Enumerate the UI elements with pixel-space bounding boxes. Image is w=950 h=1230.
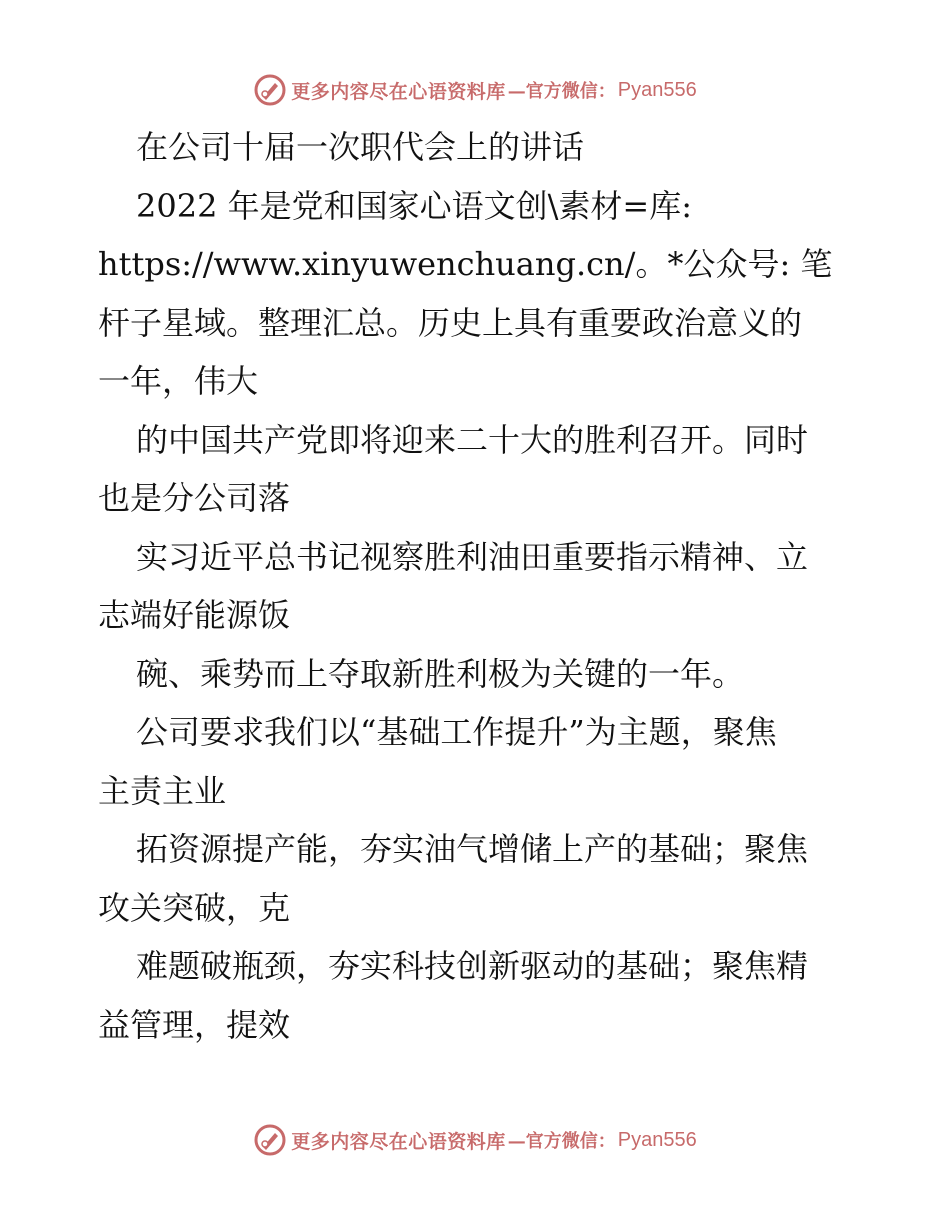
paragraph-line: https://www.xinyuwenchuang.cn/。*公众号: 笔 [98, 245, 833, 283]
paragraph-line: 志端好能源饭 [98, 596, 291, 634]
banner-main-text: 更多内容尽在心语资料库 [291, 80, 506, 103]
pen-logo-icon [253, 1123, 287, 1157]
footer-watermark-banner [0, 1120, 950, 1160]
paragraph-line: 主责主业 [98, 771, 227, 810]
banner-main-text: 更多内容尽在心语资料库 [291, 1130, 506, 1153]
paragraph-line: 碗、乘势而上夺取新胜利极为关键的一年。 [136, 654, 745, 693]
banner-handle-text: Pyan556 [617, 78, 697, 101]
paragraph-line: 难题破瓶颈，夯实科技创新驱动的基础；聚焦精 [136, 947, 809, 985]
paragraph-line: 实习近平总书记视察胜利油田重要指示精神、立 [136, 537, 809, 576]
paragraph-line: 的中国共产党即将迎来二十大的胜利召开。同时 [136, 420, 809, 459]
document-title: 在公司十届一次职代会上的讲话 [136, 128, 585, 166]
paragraph-line: 攻关突破，克 [98, 888, 291, 927]
paragraph-line: 拓资源提产能，夯实油气增储上产的基础；聚焦 [136, 830, 809, 868]
paragraph-line: 益管理，提效 [98, 1005, 291, 1044]
document-body [98, 118, 858, 1054]
banner-sub-text: —官方微信： [507, 81, 616, 102]
pen-logo-icon [253, 73, 287, 107]
paragraph-line: 一年，伟大 [98, 362, 259, 400]
banner-sub-text: —官方微信： [507, 1131, 616, 1152]
paragraph-line: 也是分公司落 [98, 479, 291, 517]
banner-handle-text: Pyan556 [617, 1128, 697, 1151]
paragraph-line: 公司要求我们以“基础工作提升”为主题，聚焦 [136, 713, 777, 751]
header-watermark-banner [0, 70, 950, 110]
paragraph-line: 2022 年是党和国家心语文创\素材=库: [136, 186, 692, 225]
paragraph-line: 杆子星域。整理汇总。历史上具有重要政治意义的 [98, 303, 803, 342]
